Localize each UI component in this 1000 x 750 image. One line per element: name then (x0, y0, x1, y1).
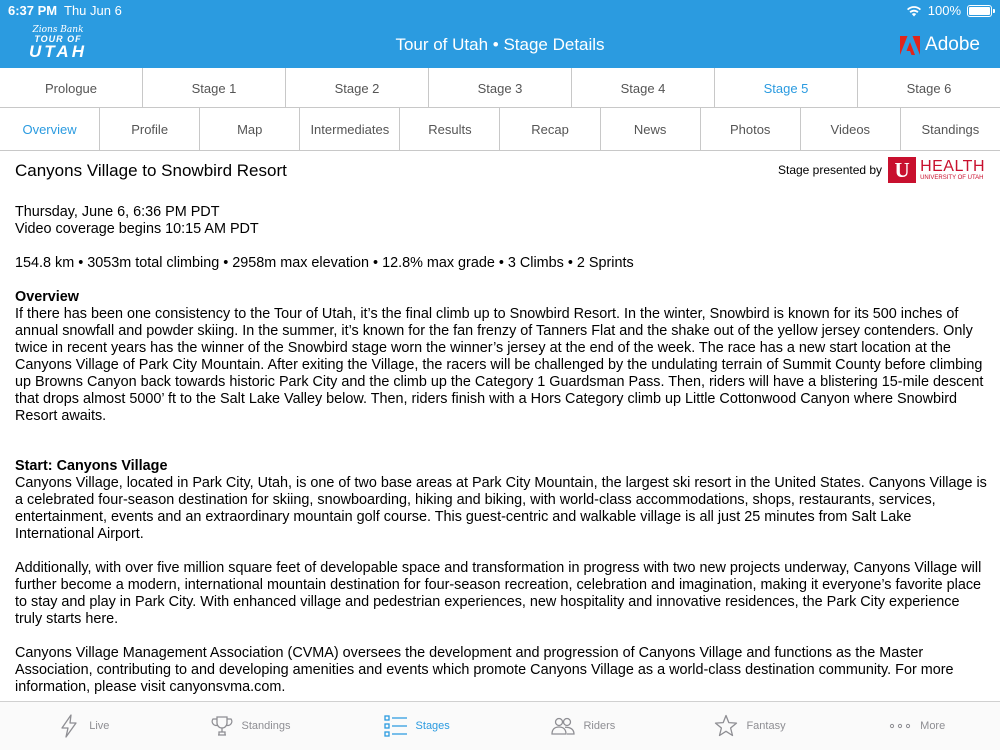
stage-date: Thursday, June 6, 6:36 PM PDT (15, 204, 220, 220)
trophy-icon (210, 714, 234, 738)
tab-map[interactable]: Map (200, 108, 300, 150)
tab-stage-4[interactable]: Stage 4 (572, 68, 715, 108)
tab-videos[interactable]: Videos (801, 108, 901, 150)
tabbar-fantasy[interactable] (667, 702, 834, 750)
stage-title: Canyons Village to Snowbird Resort (15, 161, 287, 180)
stage-tabs (0, 68, 1000, 108)
tab-standings[interactable]: Standings (921, 121, 980, 137)
health-wordmark (920, 159, 985, 182)
tab-results[interactable]: Results (400, 108, 500, 150)
tab-stage-6[interactable]: Stage 6 (906, 80, 952, 96)
tabbar-riders-label: Riders (583, 720, 616, 732)
start-heading: Start: Canyons Village (15, 458, 168, 474)
logo-utah: UTAH (29, 42, 87, 61)
stage-stats: 154.8 km • 3053m total climbing • 2958m max elevation • 12.8% max grade • 3 Climbs • 2 Sprints (15, 255, 634, 271)
list-icon (384, 714, 408, 738)
tabbar-riders[interactable] (500, 702, 667, 750)
wifi-icon (906, 5, 922, 17)
tab-recap[interactable]: Recap (500, 108, 600, 150)
tabbar-stages-label: Stages (415, 720, 450, 732)
tab-prologue[interactable]: Prologue (0, 68, 143, 108)
presented-by-label: Stage presented by (777, 162, 883, 177)
status-time: 6:37 PM (8, 3, 58, 18)
university-health-logo (888, 157, 985, 183)
tab-stage-2[interactable]: Stage 2 (286, 68, 429, 108)
logo-script: Zions Bank (32, 25, 84, 35)
bottom-tab-bar (0, 701, 1000, 750)
tabbar-stages[interactable] (333, 702, 500, 750)
tab-stage-5[interactable]: Stage 5 (715, 68, 858, 108)
more-icon (888, 714, 912, 738)
battery-icon (967, 5, 992, 17)
tab-news[interactable]: News (601, 108, 701, 150)
stage-sponsor (778, 157, 985, 183)
start-paragraph-1: Canyons Village, located in Park City, Utah, is one of two base areas at Park City Mountain, the largest ski resort in the United States. Canyons Village is a celebrated four-season destination for skiing, snowboarding, hiking and biking, with world-class accommodations, shops, restaurants, services, entertainment, events and an extraordinary mountain golf course. This guest-centric and walkable village is all just 25 minutes from Salt Lake International Airport. (15, 475, 987, 542)
adobe-wordmark: Adobe (925, 34, 980, 55)
app-header (0, 0, 1000, 68)
u-logo-icon: U (888, 157, 916, 183)
tabbar-fantasy-label: Fantasy (746, 720, 786, 732)
health-sub: UNIVERSITY OF UTAH (920, 174, 984, 181)
detail-tabs (0, 108, 1000, 151)
tab-overview[interactable]: Overview (0, 108, 100, 150)
status-right (906, 3, 992, 18)
tabbar-more-label: More (920, 720, 946, 732)
status-date: Thu Jun 6 (64, 3, 122, 18)
tab-photos[interactable]: Photos (701, 108, 801, 150)
lightning-icon (57, 714, 81, 738)
page-title: Tour of Utah • Stage Details (395, 35, 605, 54)
status-bar (0, 0, 1000, 20)
health-word: HEALTH (920, 157, 985, 175)
start-paragraph-2: Additionally, with over five million square feet of developable space and transformation in progress with two new projects underway, Canyons Village will further become a modern, international mountain destination for four-season recreation, celebration and imagination, making it everyone’s favorite place to stay and play in Park City. With enhanced village and pedestrian experiences, new hospitality and innovative residences, the Park City experience truly starts here. (15, 560, 982, 627)
riders-icon (551, 714, 575, 738)
overview-heading: Overview (15, 289, 79, 305)
star-icon (714, 714, 738, 738)
video-coverage: Video coverage begins 10:15 AM PDT (15, 221, 259, 237)
overview-text: If there has been one consistency to the Tour of Utah, it’s the final climb up to Snowbird Resort. In the winter, Snowbird is known for its 500 inches of annual snowfall and powder skiing. In the summer, it’s known for the fan frenzy of Tanners Flat and the shake out of the yellow jersey contenders. Only twice in recent years has the winner of the Snowbird stage worn the winner’s jersey at the end of the week. The race has a new start location at the Canyons Village of Park City Mountain. After exiting the Village, the racers will be challenged by the undulating terrain of Summit County before climbing up Browns Canyon back towards historic Park City and the climb up the Category 1 Guardsman Pass. Then, riders will have a blistering 15-mile descent that drops almost 5000’ ft to the Salt Lake Valley below. Then, riders finish with a Hors Category climb up Little Cottonwood Canyon where Snowbird Resort awaits. (15, 306, 984, 424)
battery-percent: 100% (927, 3, 961, 18)
tab-intermediates[interactable]: Intermediates (300, 108, 400, 150)
tab-stage-3[interactable]: Stage 3 (429, 68, 572, 108)
tabbar-live[interactable] (0, 702, 167, 750)
tabbar-standings-label: Standings (241, 720, 291, 732)
tabbar-standings[interactable] (167, 702, 334, 750)
tabbar-live-label: Live (89, 720, 110, 732)
tab-profile[interactable]: Profile (100, 108, 200, 150)
start-paragraph-3: Canyons Village Management Association (CVMA) oversees the development and progression of Canyons Village and functions as the Master Association, contributing to and developing amenities and events which promote Canyons Village as a world-class destination community. For more information, please visit canyonsvma.com. (15, 645, 954, 695)
logo-tour: TOUR OF (34, 34, 82, 44)
adobe-logo (900, 34, 980, 56)
adobe-mark-icon (900, 36, 920, 55)
tab-stage-1[interactable]: Stage 1 (143, 68, 286, 108)
tabbar-more[interactable] (833, 702, 1000, 750)
stage-content[interactable] (15, 151, 987, 698)
